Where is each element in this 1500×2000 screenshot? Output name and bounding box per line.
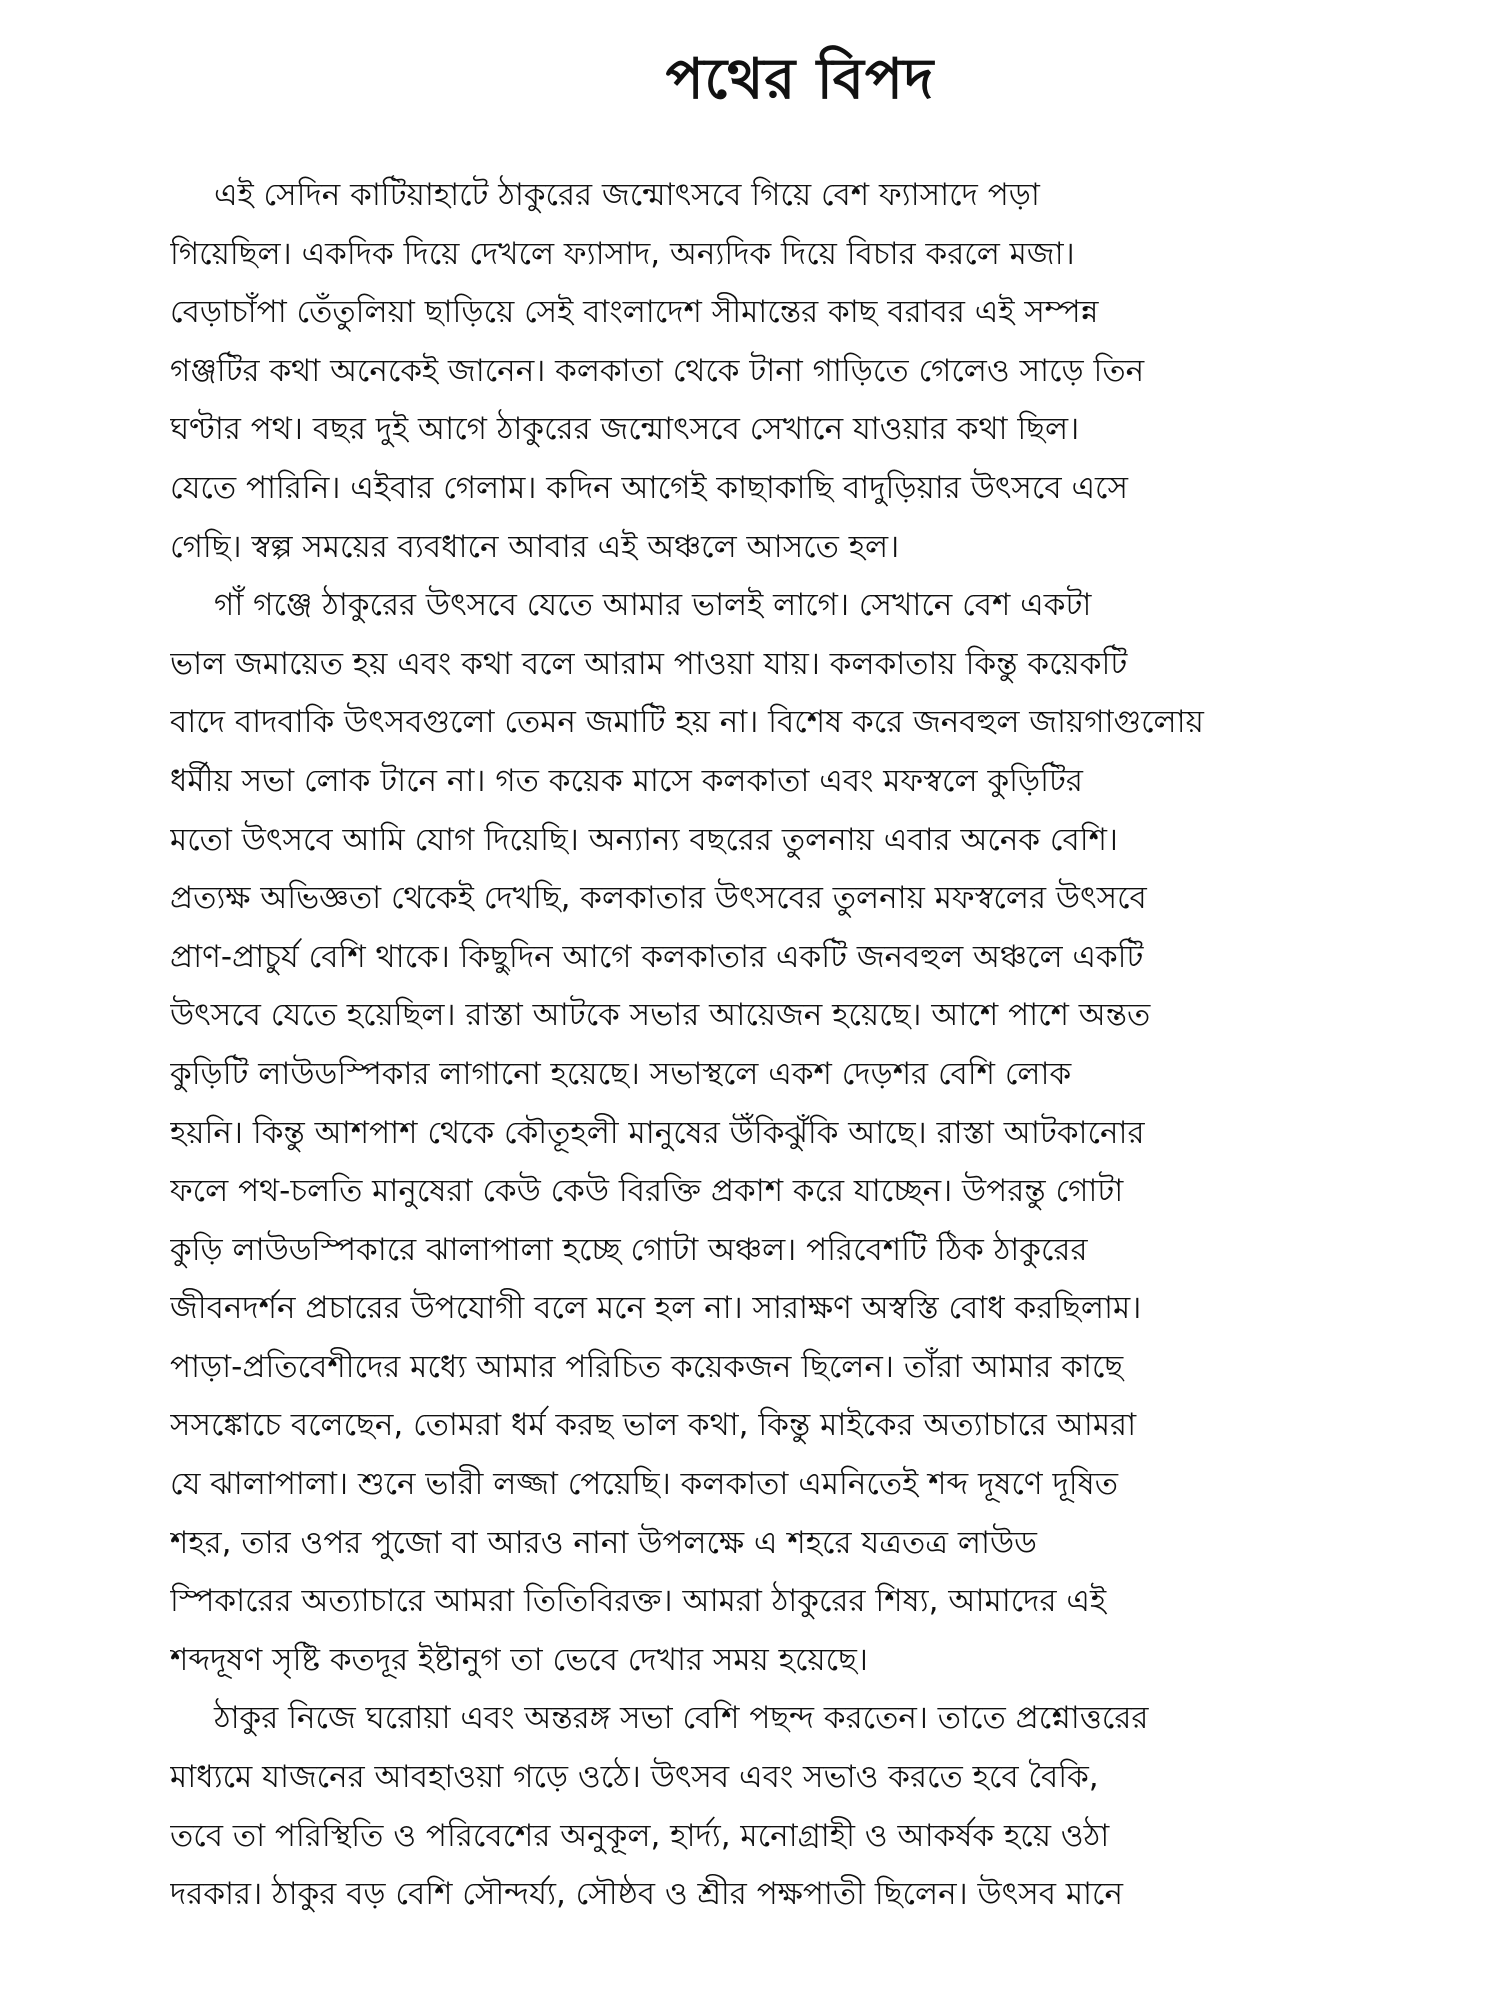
- text-line: কুড়ি লাউডস্পিকারে ঝালাপালা হচ্ছে গোটা অঞ্চল। পরিবেশটি ঠিক ঠাকুরের: [170, 1231, 1088, 1268]
- text-line: স্পিকারের অত্যাচারে আমরা তিতিবিরক্ত। আমরা ঠাকুরের শিষ্য, আমাদের এই: [170, 1583, 1107, 1620]
- text-line: শব্দদূষণ সৃষ্টি কতদূর ইষ্টানুগ তা ভেবে দেখার সময় হয়েছে।: [170, 1641, 868, 1678]
- text-line: ভাল জমায়েত হয় এবং কথা বলে আরাম পাওয়া যায়। কলকাতায় কিন্তু কয়েকটি: [170, 645, 1128, 682]
- text-line: প্রত্যক্ষ অভিজ্ঞতা থেকেই দেখছি, কলকাতার উৎসবের তুলনায় মফস্বলের উৎসবে: [170, 880, 1147, 917]
- text-line: শহর, তার ওপর পুজো বা আরও নানা উপলক্ষে এ শহরে যত্রতত্র লাউড: [170, 1524, 1037, 1561]
- text-line: কুড়িটি লাউডস্পিকার লাগানো হয়েছে। সভাস্থলে একশ দেড়শর বেশি লোক: [170, 1055, 1072, 1092]
- text-line: তবে তা পরিস্থিতি ও পরিবেশের অনুকূল, হার্দ্য, মনোগ্রাহী ও আকর্ষক হয়ে ওঠা: [170, 1817, 1110, 1854]
- text-line: মাধ্যমে যাজনের আবহাওয়া গড়ে ওঠে। উৎসব এবং সভাও করতে হবে বৈকি,: [170, 1759, 1099, 1796]
- text-line: গিয়েছিল। একদিক দিয়ে দেখলে ফ্যাসাদ, অন্যদিক দিয়ে বিচার করলে মজা।: [170, 235, 1075, 272]
- text-line: গঞ্জটির কথা অনেকেই জানেন। কলকাতা থেকে টানা গাড়িতে গেলেও সাড়ে তিন: [170, 352, 1145, 389]
- text-line: ঠাকুর নিজে ঘরোয়া এবং অন্তরঙ্গ সভা বেশি পছন্দ করতেন। তাতে প্রশ্নোত্তরের: [214, 1700, 1149, 1737]
- text-line: ধর্মীয় সভা লোক টানে না। গত কয়েক মাসে কলকাতা এবং মফস্বলে কুড়িটির: [170, 762, 1083, 799]
- text-line: পাড়া-প্রতিবেশীদের মধ্যে আমার পরিচিত কয়েকজন ছিলেন। তাঁরা আমার কাছে: [170, 1348, 1124, 1385]
- text-line: এই সেদিন কাটিয়াহাটে ঠাকুরের জন্মোৎসবে গিয়ে বেশ ফ্যাসাদে পড়া: [214, 177, 1040, 213]
- text-line: যে ঝালাপালা। শুনে ভারী লজ্জা পেয়েছি। কলকাতা এমনিতেই শব্দ দূষণে দূষিত: [170, 1466, 1118, 1503]
- text-line: ঘণ্টার পথ। বছর দুই আগে ঠাকুরের জন্মোৎসবে সেখানে যাওয়ার কথা ছিল।: [170, 411, 1080, 448]
- paragraph-1: [170, 166, 1330, 576]
- paragraph-2: [170, 576, 1330, 1689]
- page-title: পথের বিপদ: [665, 47, 935, 112]
- text-line: বেড়াচাঁপা তেঁতুলিয়া ছাড়িয়ে সেই বাংলাদেশ সীমান্তের কাছ বরাবর এই সম্পন্ন: [170, 294, 1099, 331]
- article-body: [170, 166, 1330, 1924]
- text-line: বাদে বাদবাকি উৎসবগুলো তেমন জমাটি হয় না। বিশেষ করে জনবহুল জায়গাগুলোয়: [170, 704, 1204, 741]
- text-line: জীবনদর্শন প্রচারের উপযোগী বলে মনে হল না। সারাক্ষণ অস্বস্তি বোধ করছিলাম।: [170, 1290, 1142, 1327]
- text-line: গাঁ গঞ্জে ঠাকুরের উৎসবে যেতে আমার ভালই লাগে। সেখানে বেশ একটা: [214, 587, 1092, 624]
- text-line: উৎসবে যেতে হয়েছিল। রাস্তা আটকে সভার আয়েজন হয়েছে। আশে পাশে অন্তত: [170, 997, 1151, 1034]
- text-line: সসঙ্কোচে বলেছেন, তোমরা ধর্ম করছ ভাল কথা, কিন্তু মাইকের অত্যাচারে আমরা: [170, 1407, 1137, 1444]
- text-line: যেতে পারিনি। এইবার গেলাম। কদিন আগেই কাছাকাছি বাদুড়িয়ার উৎসবে এসে: [170, 469, 1128, 506]
- text-line: প্রাণ-প্রাচুর্য বেশি থাকে। কিছুদিন আগে কলকাতার একটি জনবহুল অঞ্চলে একটি: [170, 938, 1144, 975]
- text-line: দরকার। ঠাকুর বড় বেশি সৌন্দর্য্য, সৌষ্ঠব ও শ্রীর পক্ষপাতী ছিলেন। উৎসব মানে: [170, 1876, 1123, 1913]
- text-line: ফলে পথ-চলতি মানুষেরা কেউ কেউ বিরক্তি প্রকাশ করে যাচ্ছেন। উপরন্তু গোটা: [170, 1173, 1124, 1210]
- paragraph-3: [170, 1689, 1330, 1923]
- text-line: গেছি। স্বল্প সময়ের ব্যবধানে আবার এই অঞ্চলে আসতে হল।: [170, 528, 900, 565]
- text-line: মতো উৎসবে আমি যোগ দিয়েছি। অন্যান্য বছরের তুলনায় এবার অনেক বেশি।: [170, 821, 1118, 858]
- text-line: হয়নি। কিন্তু আশপাশ থেকে কৌতূহলী মানুষের উঁকিঝুঁকি আছে। রাস্তা আটকানোর: [170, 1114, 1145, 1151]
